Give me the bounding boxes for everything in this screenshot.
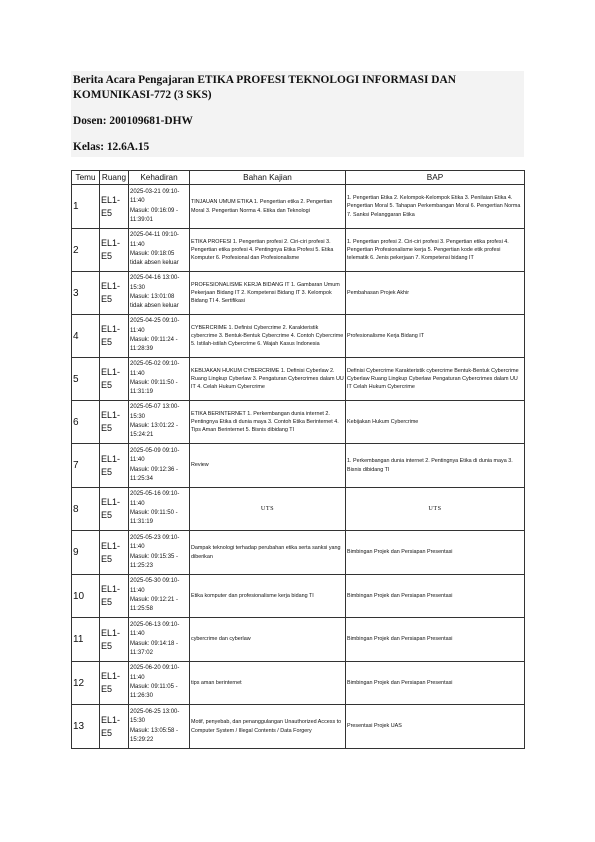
cell-bahan-kajian: Dampak teknologi terhadap perubahan etika serta sanksi yang diberikan — [190, 531, 346, 575]
col-header-temu: Temu — [72, 171, 100, 185]
cell-temu: 9 — [72, 531, 100, 575]
cell-ruang: EL1-E5 — [100, 618, 129, 662]
table-row — [72, 618, 525, 662]
table-row — [72, 185, 525, 229]
attendance-time: Masuk: 09:18:05 — [130, 251, 175, 257]
lecturer-label: Dosen: 200109681-DHW — [73, 115, 193, 127]
schedule-time: 2025-06-13 09:10-11:40 — [130, 621, 180, 638]
col-header-kehadiran: Kehadiran — [129, 171, 190, 185]
document-title: Berita Acara Pengajaran ETIKA PROFESI TEKNOLOGI INFORMASI DAN KOMUNIKASI-772 (3 SKS) — [73, 74, 456, 101]
schedule-time: 2025-05-07 13:00-15:30 — [130, 404, 180, 420]
table-row — [72, 358, 525, 401]
cell-kehadiran — [129, 575, 190, 618]
document-header — [71, 71, 524, 157]
cell-ruang: EL1-E5 — [100, 229, 129, 272]
cell-bahan-kajian: Review — [190, 444, 346, 488]
cell-temu: 7 — [72, 444, 100, 488]
attendance-time: Masuk: 09:14:18 - 11:37:02 — [130, 640, 179, 656]
attendance-time: Masuk: 09:12:21 - 11:25:58 — [130, 597, 179, 613]
schedule-time: 2025-05-23 09:10-11:40 — [130, 534, 180, 551]
cell-ruang: EL1-E5 — [100, 401, 129, 444]
table-row — [72, 662, 525, 705]
table-header-row — [72, 171, 525, 185]
table-row — [72, 575, 525, 618]
schedule-time: 2025-05-09 09:10-11:40 — [130, 447, 180, 464]
attendance-time: Masuk: 09:12:36 - 11:25:34 — [130, 466, 179, 482]
cell-temu: 12 — [72, 662, 100, 705]
cell-temu: 3 — [72, 272, 100, 315]
cell-kehadiran — [129, 488, 190, 531]
cell-bap: 1. Pengertian profesi 2. Ciri-ciri profesi 3. Pengertian etika profesi 4. Pengertian Profesionalisme kerja 5. Pengertian kode etik profesi telematik 6. Jenis pekerjaan 7. Kompetensi bidang IT — [346, 229, 525, 272]
cell-kehadiran — [129, 662, 190, 705]
attendance-time: Masuk: 13:05:58 - 15:29:22 — [130, 727, 179, 743]
cell-ruang: EL1-E5 — [100, 315, 129, 358]
cell-temu: 4 — [72, 315, 100, 358]
cell-kehadiran — [129, 705, 190, 749]
cell-bap: Bimbingan Projek dan Persiapan Presentasi — [346, 531, 525, 575]
table-row — [72, 315, 525, 358]
cell-bahan-kajian: Motif, penyebab, dan penanggulangan Unauthorized Access to Computer System / Illegal Contents / Data Forgery — [190, 705, 346, 749]
cell-bap: UTS — [346, 488, 525, 531]
table-row — [72, 488, 525, 531]
attendance-time: Masuk: 09:11:50 - 11:31:19 — [130, 380, 178, 396]
cell-temu: 10 — [72, 575, 100, 618]
cell-temu: 8 — [72, 488, 100, 531]
table-row — [72, 444, 525, 488]
cell-temu: 11 — [72, 618, 100, 662]
cell-temu: 5 — [72, 358, 100, 401]
cell-bap: Profesionalisme Kerja Bidang IT — [346, 315, 525, 358]
cell-bap: Kebijakan Hukum Cybercrime — [346, 401, 525, 444]
cell-ruang: EL1-E5 — [100, 531, 129, 575]
attendance-status: tidak absen keluar — [130, 260, 179, 267]
schedule-time: 2025-06-25 13:00-15:30 — [130, 708, 180, 725]
cell-kehadiran — [129, 618, 190, 662]
cell-ruang: EL1-E5 — [100, 272, 129, 315]
cell-temu: 1 — [72, 185, 100, 229]
schedule-time: 2025-06-20 09:10-11:40 — [130, 665, 180, 681]
cell-bahan-kajian: ETIKA BERINTERNET 1. Perkembangan dunia internet 2. Pentingnya Etika di dunia maya 3. Contoh Etika Berinternet 4. Tips Aman Berinternet 5. Bisnis dibidang TI — [190, 401, 346, 444]
cell-kehadiran — [129, 229, 190, 272]
cell-kehadiran — [129, 531, 190, 575]
schedule-time: 2025-05-16 09:10-11:40 — [130, 491, 180, 507]
cell-ruang: EL1-E5 — [100, 705, 129, 749]
table-row — [72, 401, 525, 444]
cell-bahan-kajian: KEBIJAKAN HUKUM CYBERCRIME 1. Definisi Cyberlaw 2. Ruang Lingkup Cyberlaw 3. Pengaturan Cybercrimes dalam UU IT 4. Celah Hukum Cybercrime — [190, 358, 346, 401]
cell-temu: 13 — [72, 705, 100, 749]
schedule-time: 2025-04-25 09:10-11:40 — [130, 318, 180, 334]
attendance-time: Masuk: 13:01:08 — [130, 294, 175, 300]
table-row — [72, 705, 525, 749]
attendance-time: Masuk: 09:15:35 - 11:25:23 — [130, 553, 179, 569]
col-header-ruang: Ruang — [100, 171, 129, 185]
cell-bahan-kajian: UTS — [190, 488, 346, 531]
class-label: Kelas: 12.6A.15 — [73, 141, 150, 153]
cell-bahan-kajian: cybercrime dan cyberlaw — [190, 618, 346, 662]
cell-ruang: EL1-E5 — [100, 488, 129, 531]
cell-bahan-kajian: Etika komputer dan profesionalisme kerja bidang TI — [190, 575, 346, 618]
cell-bap: Presentasi Projek UAS — [346, 705, 525, 749]
cell-bahan-kajian: tips aman berinternet — [190, 662, 346, 705]
cell-bahan-kajian: ETIKA PROFESI 1. Pengertian profesi 2. Ciri-ciri profesi 3. Pengertian etika profesi 4. Pentingnya Etika Profesi 5. Etika Komputer 6. Profesional dan Profesionalisme — [190, 229, 346, 272]
table-row — [72, 531, 525, 575]
cell-bap: Bimbingan Projek dan Persiapan Presentasi — [346, 618, 525, 662]
cell-kehadiran — [129, 444, 190, 488]
cell-bap: 1. Perkembangan dunia internet 2. Pentingnya Etika di dunia maya 3. Bisnis dibidang TI — [346, 444, 525, 488]
col-header-bap: BAP — [346, 171, 525, 185]
cell-kehadiran — [129, 272, 190, 315]
table-row — [72, 272, 525, 315]
attendance-time: Masuk: 09:16:09 - 11:39:01 — [130, 207, 179, 223]
attendance-time: Masuk: 09:11:24 - 11:28:39 — [130, 337, 178, 353]
schedule-time: 2025-05-02 09:10-11:40 — [130, 361, 180, 377]
cell-ruang: EL1-E5 — [100, 358, 129, 401]
cell-bap: 1. Pengertian Etika 2. Kelompok-Kelompok Etika 3. Penilaian Etika 4. Pengertian Moral 5. Tahapan Perkembangan Moral 6. Pengertian Norma 7. Sanksi Pelanggaran Etika — [346, 185, 525, 229]
cell-bap: Bimbingan Projek dan Persiapan Presentasi — [346, 662, 525, 705]
schedule-time: 2025-05-30 09:10-11:40 — [130, 578, 180, 594]
attendance-time: Masuk: 09:11:50 - 11:31:19 — [130, 510, 178, 526]
cell-bap: Pembahasan Projek Akhir — [346, 272, 525, 315]
cell-bap: Bimbingan Projek dan Persiapan Presentasi — [346, 575, 525, 618]
col-header-bahan-kajian: Bahan Kajian — [190, 171, 346, 185]
cell-ruang: EL1-E5 — [100, 575, 129, 618]
teaching-report-table — [71, 170, 525, 749]
cell-bahan-kajian: CYBERCRIME 1. Definisi Cybercrime 2. Karakteristik cybercrime 3. Bentuk-Bentuk Cybercrime 4. Contoh Cybercrime 5. Istilah-istilah Cybercrime 6. Wajah Kasus Indonesia — [190, 315, 346, 358]
table-row — [72, 229, 525, 272]
cell-ruang: EL1-E5 — [100, 662, 129, 705]
cell-temu: 2 — [72, 229, 100, 272]
cell-bap: Definisi Cybercrime Karakteristik cybercrime Bentuk-Bentuk Cybercrime Cyberlaw Ruang Lingkup Cyberlaw Pengaturan Cybercrimes dalam UU IT Celah Hukum Cybercrime — [346, 358, 525, 401]
cell-ruang: EL1-E5 — [100, 185, 129, 229]
cell-kehadiran — [129, 401, 190, 444]
attendance-time: Masuk: 13:01:22 - 15:24:21 — [130, 423, 179, 439]
cell-ruang: EL1-E5 — [100, 444, 129, 488]
schedule-time: 2025-03-21 09:10-11:40 — [130, 188, 180, 205]
schedule-time: 2025-04-16 13:00-15:30 — [130, 275, 180, 291]
cell-kehadiran — [129, 185, 190, 229]
cell-bahan-kajian: TINJAUAN UMUM ETIKA 1. Pengertian etika 2. Pengertian Moral 3. Pengertian Norma 4. Etika dan Teknologi — [190, 185, 346, 229]
attendance-status: tidak absen keluar — [130, 303, 179, 310]
cell-bahan-kajian: PROFESIONALISME KERJA BIDANG IT 1. Gambaran Umum Pekerjaan Bidang IT 2. Kompetensi Bidang IT 3. Kelompok Bidang TI 4. Sertifikasi — [190, 272, 346, 315]
cell-kehadiran — [129, 358, 190, 401]
cell-temu: 6 — [72, 401, 100, 444]
schedule-time: 2025-04-11 09:10-11:40 — [130, 232, 179, 248]
attendance-time: Masuk: 09:11:05 - 11:26:30 — [130, 684, 178, 700]
cell-kehadiran — [129, 315, 190, 358]
